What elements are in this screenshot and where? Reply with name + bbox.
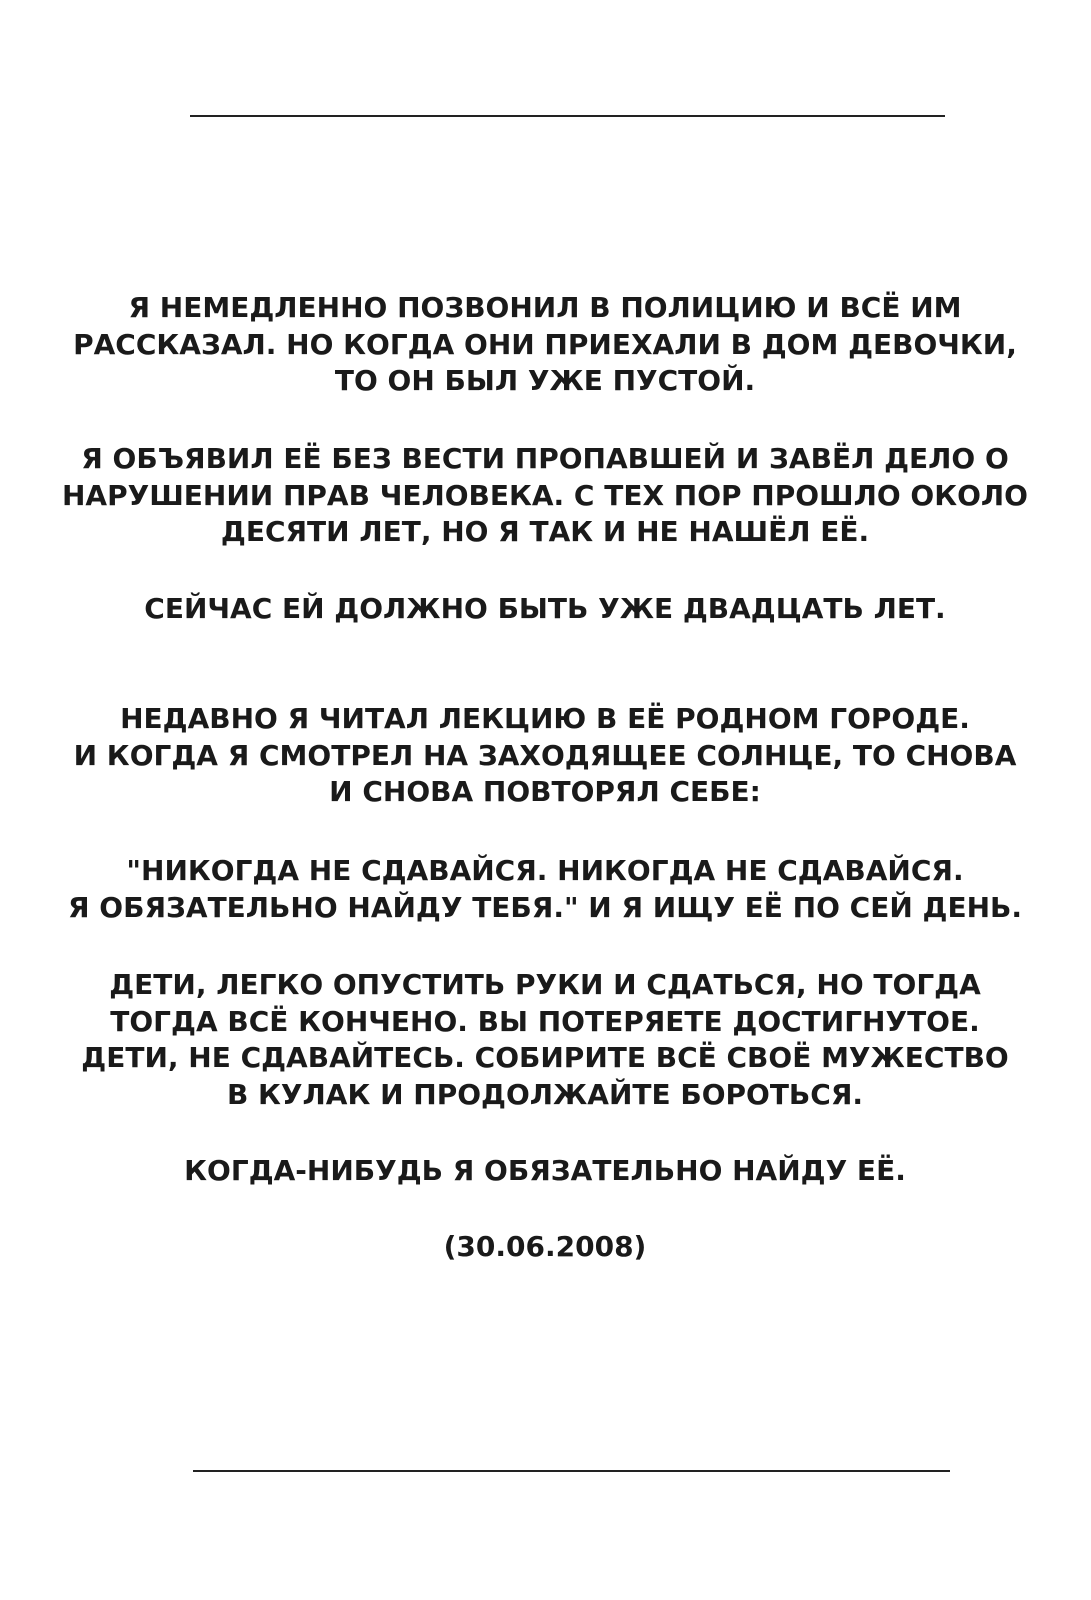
- text-line: Я НЕМЕДЛЕННО ПОЗВОНИЛ В ПОЛИЦИЮ И ВСЁ ИМ: [128, 291, 962, 324]
- text-line: Я ОБЪЯВИЛ ЕЁ БЕЗ ВЕСТИ ПРОПАВШЕЙ И ЗАВЁЛ ДЕЛО О: [81, 442, 1009, 475]
- paragraph-quote: [60, 853, 1030, 926]
- bottom-divider: [193, 1470, 950, 1472]
- text-line: КОГДА-НИБУДЬ Я ОБЯЗАТЕЛЬНО НАЙДУ ЕЁ.: [184, 1154, 906, 1187]
- paragraph-missing-report: [60, 441, 1030, 551]
- text-line: ДЕСЯТИ ЛЕТ, НО Я ТАК И НЕ НАШЁЛ ЕЁ.: [220, 515, 870, 548]
- paragraph-age-now: [60, 591, 1030, 628]
- text-line: РАССКАЗАЛ. НО КОГДА ОНИ ПРИЕХАЛИ В ДОМ ДЕВОЧКИ,: [73, 327, 1017, 361]
- paragraph-children-advice: [60, 967, 1030, 1113]
- text-line: СЕЙЧАС ЕЙ ДОЛЖНО БЫТЬ УЖЕ ДВАДЦАТЬ ЛЕТ.: [144, 592, 946, 625]
- text-line: И СНОВА ПОВТОРЯЛ СЕБЕ:: [329, 775, 761, 808]
- text-line: В КУЛАК И ПРОДОЛЖАЙТЕ БОРОТЬСЯ.: [226, 1077, 864, 1111]
- text-line: НЕДАВНО Я ЧИТАЛ ЛЕКЦИЮ В ЕЁ РОДНОМ ГОРОДЕ.: [120, 702, 970, 735]
- text-line: Я ОБЯЗАТЕЛЬНО НАЙДУ ТЕБЯ." И Я ИЩУ ЕЁ ПО СЕЙ ДЕНЬ.: [68, 890, 1022, 924]
- date-text: (30.06.2008): [443, 1230, 647, 1263]
- text-line: ДЕТИ, ЛЕГКО ОПУСТИТЬ РУКИ И СДАТЬСЯ, НО ТОГДА: [109, 968, 981, 1001]
- text-line: "НИКОГДА НЕ СДАВАЙСЯ. НИКОГДА НЕ СДАВАЙСЯ.: [126, 854, 964, 887]
- text-line: ТО ОН БЫЛ УЖЕ ПУСТОЙ.: [334, 364, 756, 397]
- date-stamp: [60, 1229, 1030, 1266]
- text-line: НАРУШЕНИИ ПРАВ ЧЕЛОВЕКА. С ТЕХ ПОР ПРОШЛО ОКОЛО: [62, 478, 1028, 512]
- paragraph-promise: [60, 1153, 1030, 1190]
- text-line: ДЕТИ, НЕ СДАВАЙТЕСЬ. СОБИРИТЕ ВСЁ СВОЁ МУЖЕСТВО: [81, 1041, 1009, 1074]
- paragraph-police-call: [60, 290, 1030, 400]
- paragraph-lecture: [60, 701, 1030, 811]
- text-line: И КОГДА Я СМОТРЕЛ НА ЗАХОДЯЩЕЕ СОЛНЦЕ, ТО СНОВА: [73, 738, 1017, 772]
- top-divider: [190, 115, 945, 117]
- text-line: ТОГДА ВСЁ КОНЧЕНО. ВЫ ПОТЕРЯЕТЕ ДОСТИГНУТОЕ.: [110, 1004, 980, 1038]
